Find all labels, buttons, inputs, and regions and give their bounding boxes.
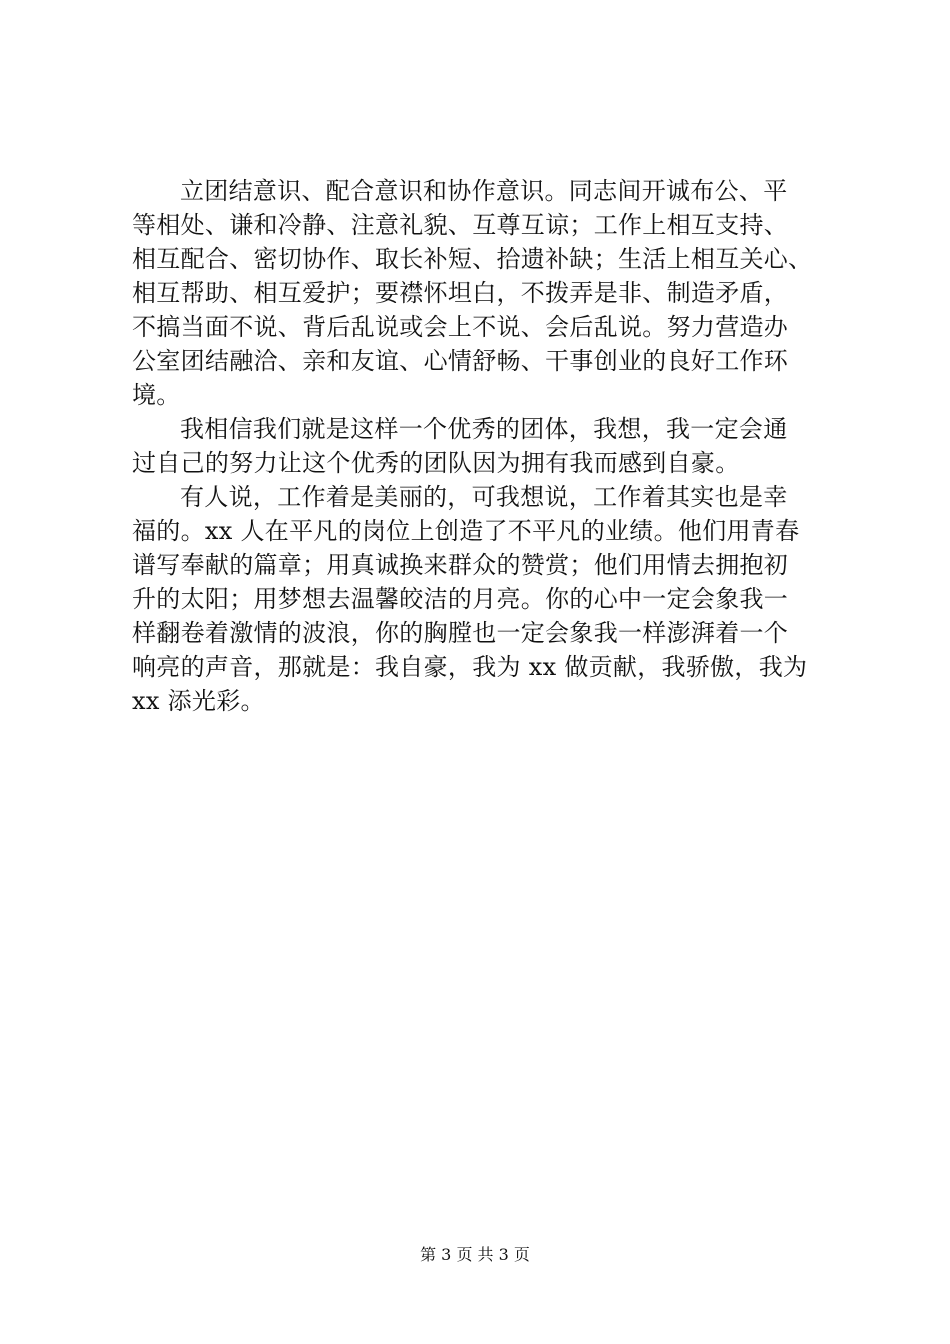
document-body: [132, 174, 832, 718]
text-line: 不搞当面不说、背后乱说或会上不说、会后乱说。努力营造办: [132, 313, 789, 341]
paragraph: [132, 480, 832, 718]
text-line: 有人说，工作着是美丽的，可我想说，工作着其实也是幸: [180, 483, 788, 511]
text-line: 响亮的声音，那就是：我自豪，我为 xx 做贡献，我骄傲，我为: [132, 653, 808, 681]
text-line: 过自己的努力让这个优秀的团队因为拥有我而感到自豪。: [132, 449, 740, 477]
text-line: 境。: [132, 381, 181, 409]
text-line: 相互帮助、相互爱护；要襟怀坦白，不拨弄是非、制造矛盾，: [132, 279, 789, 307]
text-line: 福的。xx 人在平凡的岗位上创造了不平凡的业绩。他们用青春: [132, 517, 800, 545]
page-number-label: 第 3 页 共 3 页: [420, 1245, 530, 1264]
text-line: 公室团结融洽、亲和友谊、心情舒畅、干事创业的良好工作环: [132, 347, 789, 375]
paragraph: [132, 412, 832, 480]
text-line: 我相信我们就是这样一个优秀的团体，我想，我一定会通: [180, 415, 788, 443]
text-line: 升的太阳；用梦想去温馨皎洁的月亮。你的心中一定会象我一: [132, 585, 789, 613]
paragraph: [132, 174, 832, 412]
text-line: 相互配合、密切协作、取长补短、拾遗补缺；生活上相互关心、: [132, 245, 813, 273]
text-line: 谱写奉献的篇章；用真诚换来群众的赞赏；他们用情去拥抱初: [132, 551, 789, 579]
page-footer: [0, 1244, 950, 1266]
text-line: 样翻卷着激情的波浪，你的胸膛也一定会象我一样澎湃着一个: [132, 619, 789, 647]
text-line: xx 添光彩。: [132, 687, 265, 715]
text-line: 立团结意识、配合意识和协作意识。同志间开诚布公、平: [180, 177, 788, 205]
text-line: 等相处、谦和冷静、注意礼貌、互尊互谅；工作上相互支持、: [132, 211, 789, 239]
